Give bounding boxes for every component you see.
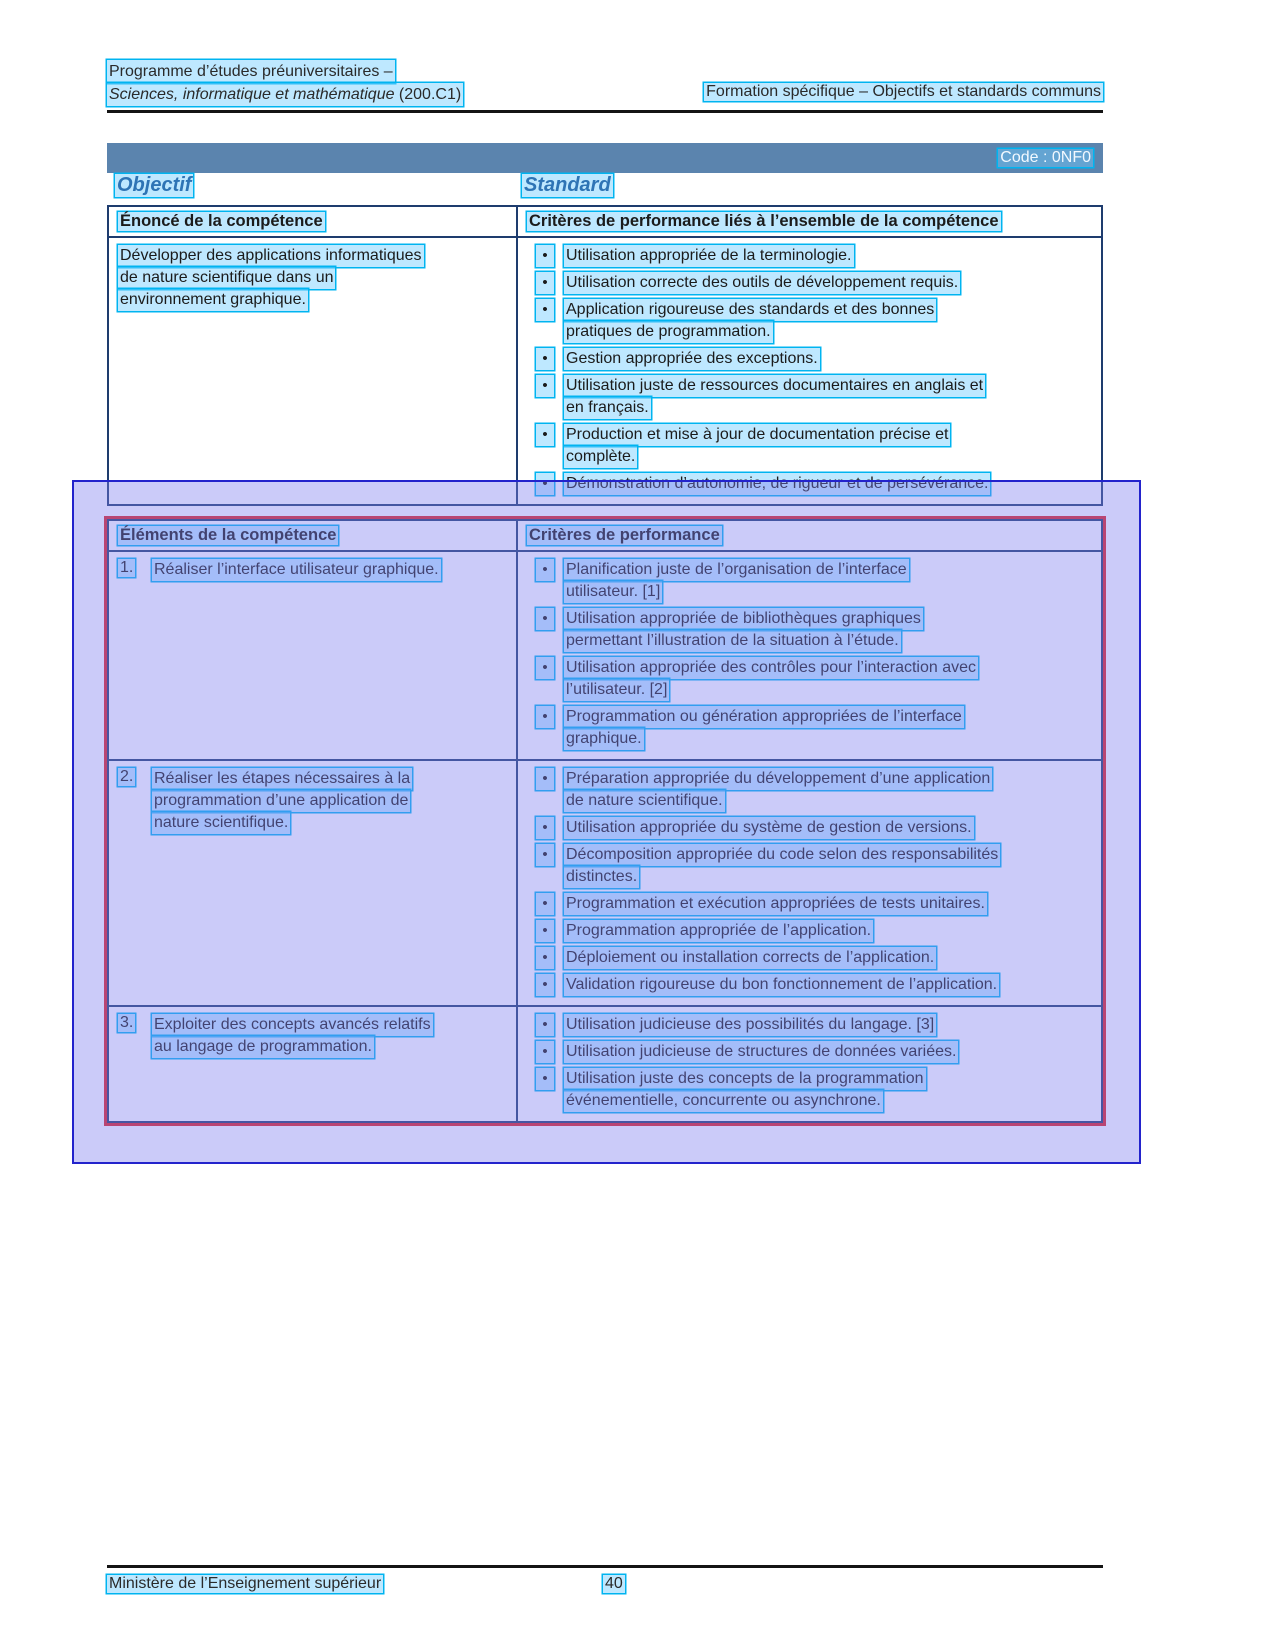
criterion-line: Utilisation correcte des outils de développement requis. bbox=[564, 272, 960, 294]
text-line-wrap bbox=[564, 768, 1093, 790]
code-label: Code : 0NF0 bbox=[1000, 149, 1091, 166]
bullet-icon: • bbox=[536, 1041, 554, 1063]
element-row-3 bbox=[109, 1005, 1101, 1121]
criterion-item bbox=[527, 1041, 1093, 1063]
text-line-wrap bbox=[564, 1090, 1093, 1112]
criterion-text bbox=[564, 974, 1093, 996]
criterion-line: utilisateur. [1] bbox=[564, 581, 662, 603]
bullet-icon: • bbox=[536, 1014, 554, 1036]
criterion-text bbox=[564, 559, 1093, 603]
criterion-line: graphique. bbox=[564, 728, 644, 750]
criterion-item bbox=[527, 424, 1093, 468]
elements-table bbox=[107, 519, 1103, 1123]
bullet-icon: • bbox=[536, 817, 554, 839]
criterion-item bbox=[527, 1068, 1093, 1112]
criterion-line: l’utilisateur. [2] bbox=[564, 679, 669, 701]
criterion-item bbox=[527, 893, 1093, 915]
header-right bbox=[704, 83, 1103, 101]
header-left bbox=[107, 60, 463, 106]
bullet-icon: • bbox=[536, 245, 554, 267]
text-line-wrap bbox=[118, 267, 508, 289]
criterion-item bbox=[527, 245, 1093, 267]
criterion-line: Utilisation appropriée des contrôles pour l’interaction avec bbox=[564, 657, 978, 679]
criterion-text bbox=[564, 947, 1093, 969]
element-number: 2. bbox=[120, 768, 134, 785]
criterion-line: Utilisation appropriée de la terminologie. bbox=[564, 245, 854, 267]
bullet-icon: • bbox=[536, 947, 554, 969]
element-number: 1. bbox=[120, 559, 134, 576]
table1-col1-header bbox=[109, 207, 518, 236]
ministry-label: Ministère de l’Enseignement supérieur bbox=[109, 1575, 382, 1592]
text-line-wrap bbox=[564, 1014, 1093, 1036]
text-line-wrap bbox=[564, 866, 1093, 888]
table2-col1-header bbox=[109, 521, 518, 550]
text-line-wrap bbox=[564, 299, 1093, 321]
text-line-wrap bbox=[564, 679, 1093, 701]
criterion-line: distinctes. bbox=[564, 866, 639, 888]
element-number-wrap bbox=[118, 768, 152, 996]
criterion-text bbox=[564, 768, 1093, 812]
criterion-line: Application rigoureuse des standards et des bonnes bbox=[564, 299, 936, 321]
criterion-line: de nature scientifique. bbox=[564, 790, 725, 812]
objectif-title: Objectif bbox=[117, 174, 192, 196]
element-number-wrap bbox=[118, 1014, 152, 1112]
criterion-item bbox=[527, 768, 1093, 812]
criterion-text bbox=[564, 1041, 1093, 1063]
text-line-wrap bbox=[564, 657, 1093, 679]
criterion-text bbox=[564, 299, 1093, 343]
text-line-wrap bbox=[564, 893, 1093, 915]
standard-title: Standard bbox=[524, 174, 611, 196]
element-row-2 bbox=[109, 759, 1101, 1005]
text-line-wrap bbox=[564, 446, 1093, 468]
bullet-icon: • bbox=[536, 893, 554, 915]
criterion-item bbox=[527, 817, 1093, 839]
criterion-line: Validation rigoureuse du bon fonctionnement de l’application. bbox=[564, 974, 999, 996]
program-title-line1-wrap bbox=[107, 60, 463, 83]
section-running-title: Formation spécifique – Objectifs et standards communs bbox=[706, 83, 1101, 100]
header-rule bbox=[107, 110, 1103, 113]
criterion-text bbox=[564, 844, 1093, 888]
program-name-italic: Sciences, informatique et mathématique bbox=[109, 86, 395, 103]
page-number: 40 bbox=[605, 1575, 623, 1592]
criterion-line: Préparation appropriée du développement d’une application bbox=[564, 768, 992, 790]
criterion-line: Utilisation juste de ressources documentaires en anglais et bbox=[564, 375, 985, 397]
criterion-line: Décomposition appropriée du code selon des responsabilités bbox=[564, 844, 1000, 866]
table2-header-row bbox=[109, 521, 1101, 552]
bullet-icon: • bbox=[536, 657, 554, 679]
competence-statement bbox=[109, 238, 518, 504]
criterion-line: permettant l’illustration de la situation à l’étude. bbox=[564, 630, 901, 652]
criterion-text bbox=[564, 272, 1093, 294]
element-line: au langage de programmation. bbox=[152, 1036, 374, 1058]
bullet-icon: • bbox=[536, 974, 554, 996]
element-statement bbox=[109, 761, 518, 1005]
text-line-wrap bbox=[564, 817, 1093, 839]
element-text bbox=[152, 559, 508, 750]
table1-col2-header bbox=[518, 207, 1101, 236]
criterion-text bbox=[564, 706, 1093, 750]
criterion-item bbox=[527, 657, 1093, 701]
element-number-wrap bbox=[118, 559, 152, 750]
criterion-line: Utilisation appropriée du système de gestion de versions. bbox=[564, 817, 974, 839]
element-criteria-list bbox=[518, 1007, 1101, 1121]
text-line-wrap bbox=[564, 974, 1093, 996]
text-line-wrap bbox=[564, 559, 1093, 581]
criterion-item bbox=[527, 348, 1093, 370]
bullet-icon: • bbox=[536, 424, 554, 446]
criterion-line: Utilisation appropriée de bibliothèques graphiques bbox=[564, 608, 923, 630]
text-line-wrap bbox=[564, 375, 1093, 397]
criterion-item bbox=[527, 473, 1093, 495]
text-line-wrap bbox=[564, 947, 1093, 969]
criterion-item bbox=[527, 920, 1093, 942]
text-line-wrap bbox=[564, 630, 1093, 652]
criterion-item bbox=[527, 706, 1093, 750]
criterion-item bbox=[527, 1014, 1093, 1036]
competence-table bbox=[107, 205, 1103, 506]
criterion-item bbox=[527, 272, 1093, 294]
element-line: Réaliser l’interface utilisateur graphique. bbox=[152, 559, 441, 581]
criterion-text bbox=[564, 424, 1093, 468]
text-line-wrap bbox=[564, 608, 1093, 630]
criterion-line: Déploiement ou installation corrects de l’application. bbox=[564, 947, 936, 969]
text-line-wrap bbox=[118, 245, 508, 267]
criterion-line: Programmation et exécution appropriées de tests unitaires. bbox=[564, 893, 987, 915]
criterion-text bbox=[564, 657, 1093, 701]
text-line-wrap bbox=[152, 812, 508, 834]
criterion-line: Programmation appropriée de l’application. bbox=[564, 920, 873, 942]
element-line: Réaliser les étapes nécessaires à la bbox=[152, 768, 412, 790]
competence-line: environnement graphique. bbox=[118, 289, 308, 311]
text-line-wrap bbox=[564, 728, 1093, 750]
program-title-line2-wrap bbox=[107, 83, 463, 106]
bullet-icon: • bbox=[536, 348, 554, 370]
text-line-wrap bbox=[564, 706, 1093, 728]
text-line-wrap bbox=[564, 321, 1093, 343]
table1-col2-header-label: Critères de performance liés à l’ensemble de la compétence bbox=[529, 212, 999, 230]
criterion-item bbox=[527, 608, 1093, 652]
element-criteria-list bbox=[518, 761, 1101, 1005]
criterion-line: complète. bbox=[564, 446, 637, 468]
criterion-item bbox=[527, 947, 1093, 969]
criterion-text bbox=[564, 375, 1093, 419]
bullet-icon: • bbox=[536, 559, 554, 581]
criterion-line: Programmation ou génération appropriées de l’interface bbox=[564, 706, 964, 728]
criterion-item bbox=[527, 974, 1093, 996]
bullet-icon: • bbox=[536, 706, 554, 728]
text-line-wrap bbox=[152, 1014, 508, 1036]
criterion-text bbox=[564, 893, 1093, 915]
competence-criteria-list bbox=[518, 238, 1101, 504]
bullet-icon: • bbox=[536, 299, 554, 321]
element-statement bbox=[109, 552, 518, 759]
bullet-icon: • bbox=[536, 844, 554, 866]
table1-col1-header-label: Énoncé de la compétence bbox=[120, 212, 323, 230]
bullet-icon: • bbox=[536, 920, 554, 942]
criterion-line: Utilisation judicieuse de structures de données variées. bbox=[564, 1041, 958, 1063]
criterion-text bbox=[564, 473, 1093, 495]
criterion-text bbox=[564, 817, 1093, 839]
competence-line: Développer des applications informatiques bbox=[118, 245, 424, 267]
program-code-suffix: (200.C1) bbox=[394, 86, 462, 103]
criterion-text bbox=[564, 608, 1093, 652]
text-line-wrap bbox=[564, 920, 1093, 942]
criterion-text bbox=[564, 920, 1093, 942]
criterion-item bbox=[527, 559, 1093, 603]
text-line-wrap bbox=[564, 424, 1093, 446]
text-line-wrap bbox=[564, 1041, 1093, 1063]
bullet-icon: • bbox=[536, 1068, 554, 1090]
table2-col2-header-label: Critères de performance bbox=[529, 526, 720, 544]
criterion-item bbox=[527, 844, 1093, 888]
footer-rule bbox=[107, 1565, 1103, 1568]
text-line-wrap bbox=[564, 397, 1093, 419]
element-row-1 bbox=[109, 552, 1101, 759]
element-criteria-list bbox=[518, 552, 1101, 759]
text-line-wrap bbox=[118, 289, 508, 311]
code-banner bbox=[107, 143, 1103, 173]
element-line: nature scientifique. bbox=[152, 812, 290, 834]
bullet-icon: • bbox=[536, 608, 554, 630]
element-text bbox=[152, 768, 508, 996]
table2-col1-header-label: Éléments de la compétence bbox=[120, 526, 337, 544]
text-line-wrap bbox=[152, 768, 508, 790]
text-line-wrap bbox=[564, 844, 1093, 866]
element-statement bbox=[109, 1007, 518, 1121]
text-line-wrap bbox=[564, 473, 1093, 495]
criterion-line: en français. bbox=[564, 397, 651, 419]
program-title-line2 bbox=[107, 83, 463, 106]
criterion-line: Planification juste de l’organisation de l’interface bbox=[564, 559, 909, 581]
text-line-wrap bbox=[152, 1036, 508, 1058]
text-line-wrap bbox=[564, 790, 1093, 812]
text-line-wrap bbox=[564, 1068, 1093, 1090]
criterion-line: pratiques de programmation. bbox=[564, 321, 773, 343]
criterion-text bbox=[564, 348, 1093, 370]
table1-body-row bbox=[109, 238, 1101, 504]
criterion-text bbox=[564, 1068, 1093, 1112]
text-line-wrap bbox=[564, 245, 1093, 267]
bullet-icon: • bbox=[536, 473, 554, 495]
criterion-line: Production et mise à jour de documentation précise et bbox=[564, 424, 950, 446]
criterion-item bbox=[527, 299, 1093, 343]
criterion-line: Démonstration d’autonomie, de rigueur et de persévérance. bbox=[564, 473, 990, 495]
bullet-icon: • bbox=[536, 375, 554, 397]
program-title-line1: Programme d’études préuniversitaires – bbox=[107, 60, 395, 83]
document-footer bbox=[107, 1575, 1103, 1593]
criterion-line: Utilisation juste des concepts de la programmation bbox=[564, 1068, 926, 1090]
text-line-wrap bbox=[564, 272, 1093, 294]
element-line: Exploiter des concepts avancés relatifs bbox=[152, 1014, 433, 1036]
table2-col2-header bbox=[518, 521, 1101, 550]
text-line-wrap bbox=[564, 581, 1093, 603]
criterion-line: événementielle, concurrente ou asynchrone. bbox=[564, 1090, 883, 1112]
criterion-text bbox=[564, 1014, 1093, 1036]
text-line-wrap bbox=[564, 348, 1093, 370]
bullet-icon: • bbox=[536, 272, 554, 294]
element-number: 3. bbox=[120, 1014, 134, 1031]
text-line-wrap bbox=[152, 790, 508, 812]
criterion-item bbox=[527, 375, 1093, 419]
criterion-text bbox=[564, 245, 1093, 267]
competence-line: de nature scientifique dans un bbox=[118, 267, 335, 289]
table1-header-row bbox=[109, 207, 1101, 238]
criterion-line: Utilisation judicieuse des possibilités du langage. [3] bbox=[564, 1014, 936, 1036]
criterion-line: Gestion appropriée des exceptions. bbox=[564, 348, 820, 370]
text-line-wrap bbox=[152, 559, 508, 581]
element-line: programmation d’une application de bbox=[152, 790, 410, 812]
element-text bbox=[152, 1014, 508, 1112]
bullet-icon: • bbox=[536, 768, 554, 790]
